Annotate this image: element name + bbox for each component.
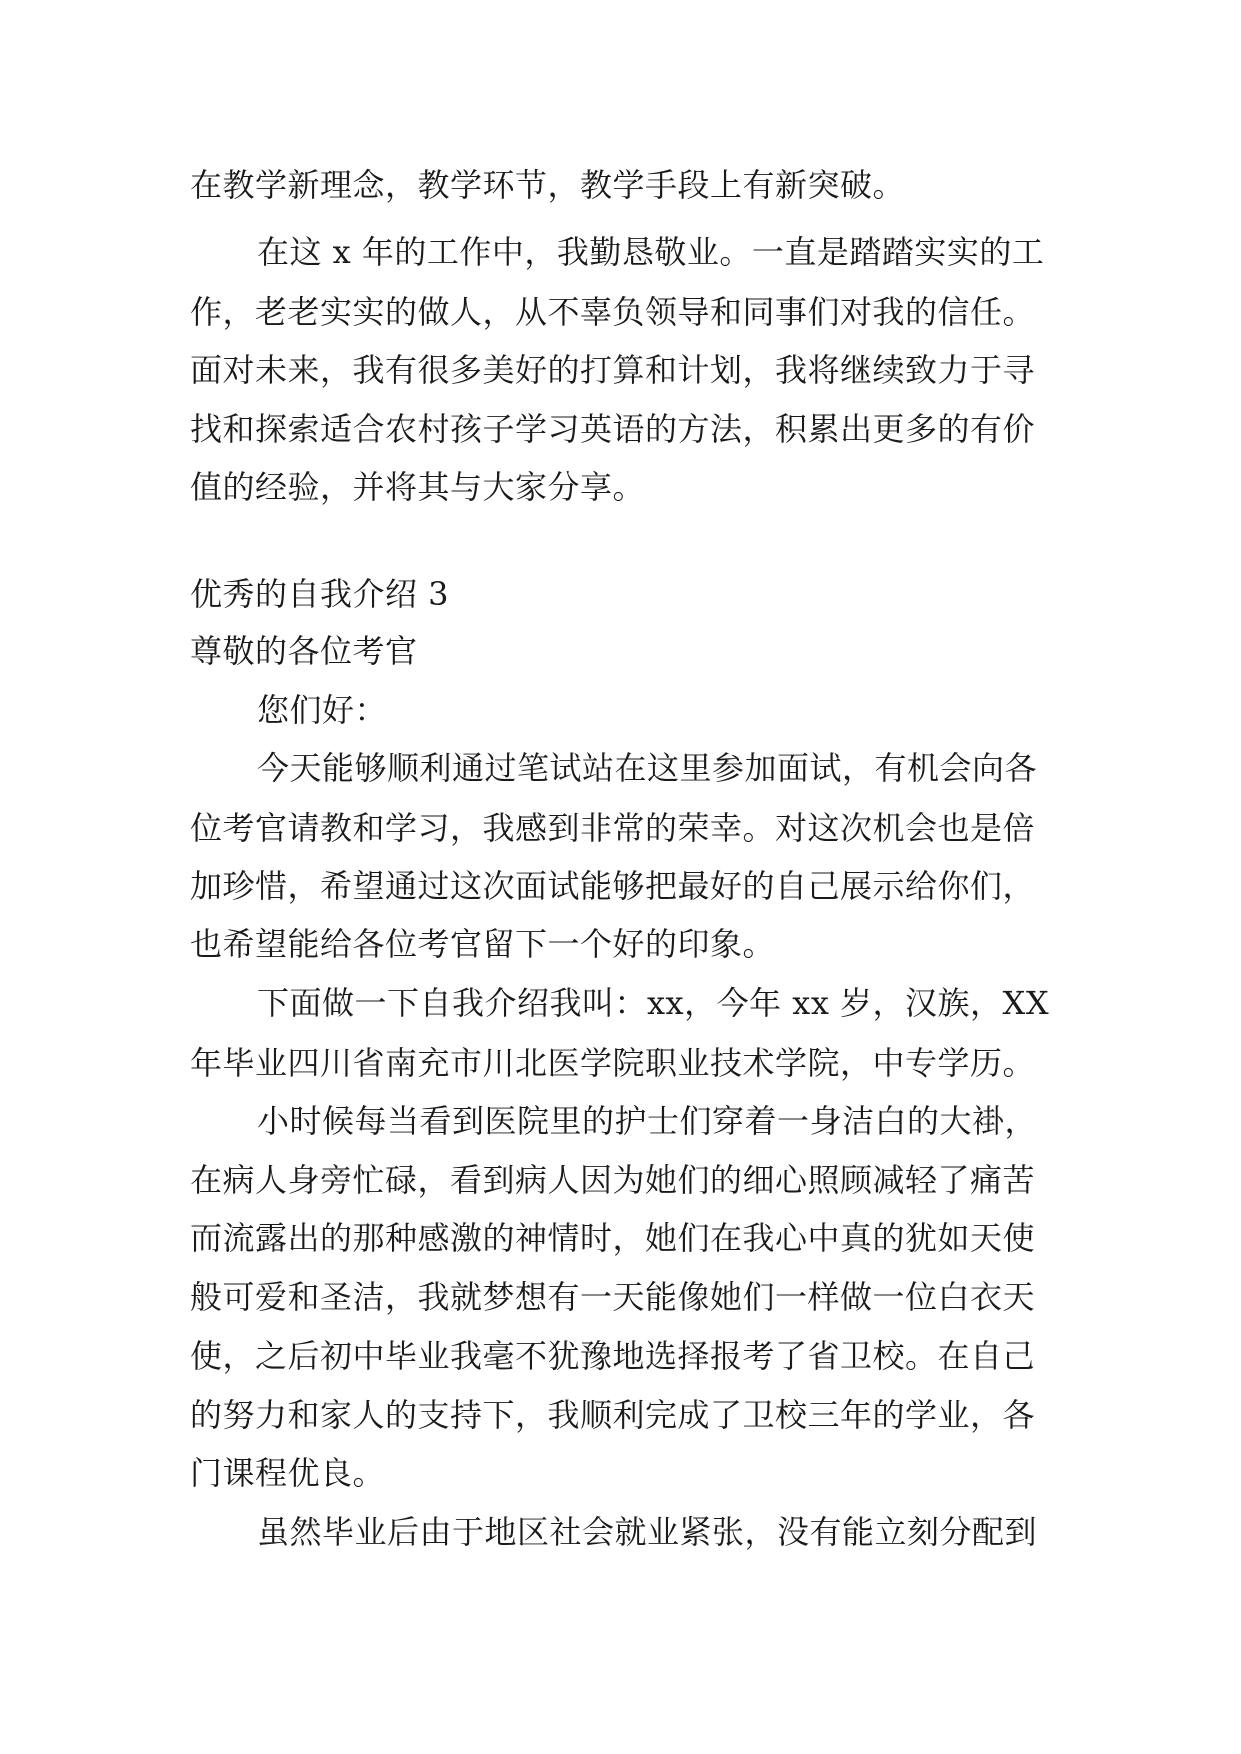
paragraph-line: 下面做一下自我介绍我叫：xx，今年 xx 岁，汉族，XX (257, 984, 1050, 1022)
paragraph-line: 小时候每当看到医院里的护士们穿着一身洁白的大褂， (257, 1102, 1038, 1140)
paragraph-line: 找和探索适合农村孩子学习英语的方法，积累出更多的有价 (190, 410, 1036, 448)
paragraph-line: 虽然毕业后由于地区社会就业紧张，没有能立刻分配到 (257, 1513, 1038, 1551)
paragraph-line: 年毕业四川省南充市川北医学院职业技术学院，中专学历。 (190, 1044, 1036, 1082)
paragraph-line: 也希望能给各位考官留下一个好的印象。 (190, 925, 776, 963)
paragraph-line: 的努力和家人的支持下，我顺利完成了卫校三年的学业，各 (190, 1396, 1036, 1434)
paragraph-line: 今天能够顺利通过笔试站在这里参加面试，有机会向各 (257, 749, 1038, 787)
paragraph-line: 而流露出的那种感激的神情时，她们在我心中真的犹如天使 (190, 1219, 1036, 1257)
paragraph-line: 门课程优良。 (190, 1454, 386, 1492)
paragraph-line: 使，之后初中毕业我毫不犹豫地选择报考了省卫校。在自己 (190, 1337, 1036, 1375)
paragraph-line: 位考官请教和学习，我感到非常的荣幸。对这次机会也是倍 (190, 809, 1036, 847)
paragraph-line: 般可爱和圣洁，我就梦想有一天能像她们一样做一位白衣天 (190, 1278, 1036, 1316)
paragraph-line: 在教学新理念，教学环节，教学手段上有新突破。 (190, 166, 906, 204)
paragraph-line: 作，老老实实的做人，从不辜负领导和同事们对我的信任。 (190, 293, 1036, 331)
greeting: 您们好： (257, 691, 388, 729)
paragraph-line: 面对未来，我有很多美好的打算和计划，我将继续致力于寻 (190, 351, 1036, 389)
paragraph-line: 加珍惜，希望通过这次面试能够把最好的自己展示给你们， (190, 867, 1036, 905)
paragraph-line: 在这 x 年的工作中，我勤恳敬业。一直是踏踏实实的工 (257, 233, 1045, 271)
salutation: 尊敬的各位考官 (190, 632, 418, 670)
paragraph-line: 在病人身旁忙碌，看到病人因为她们的细心照顾减轻了痛苦 (190, 1161, 1036, 1199)
paragraph-line: 值的经验，并将其与大家分享。 (190, 468, 646, 506)
section-title: 优秀的自我介绍 3 (190, 575, 450, 613)
